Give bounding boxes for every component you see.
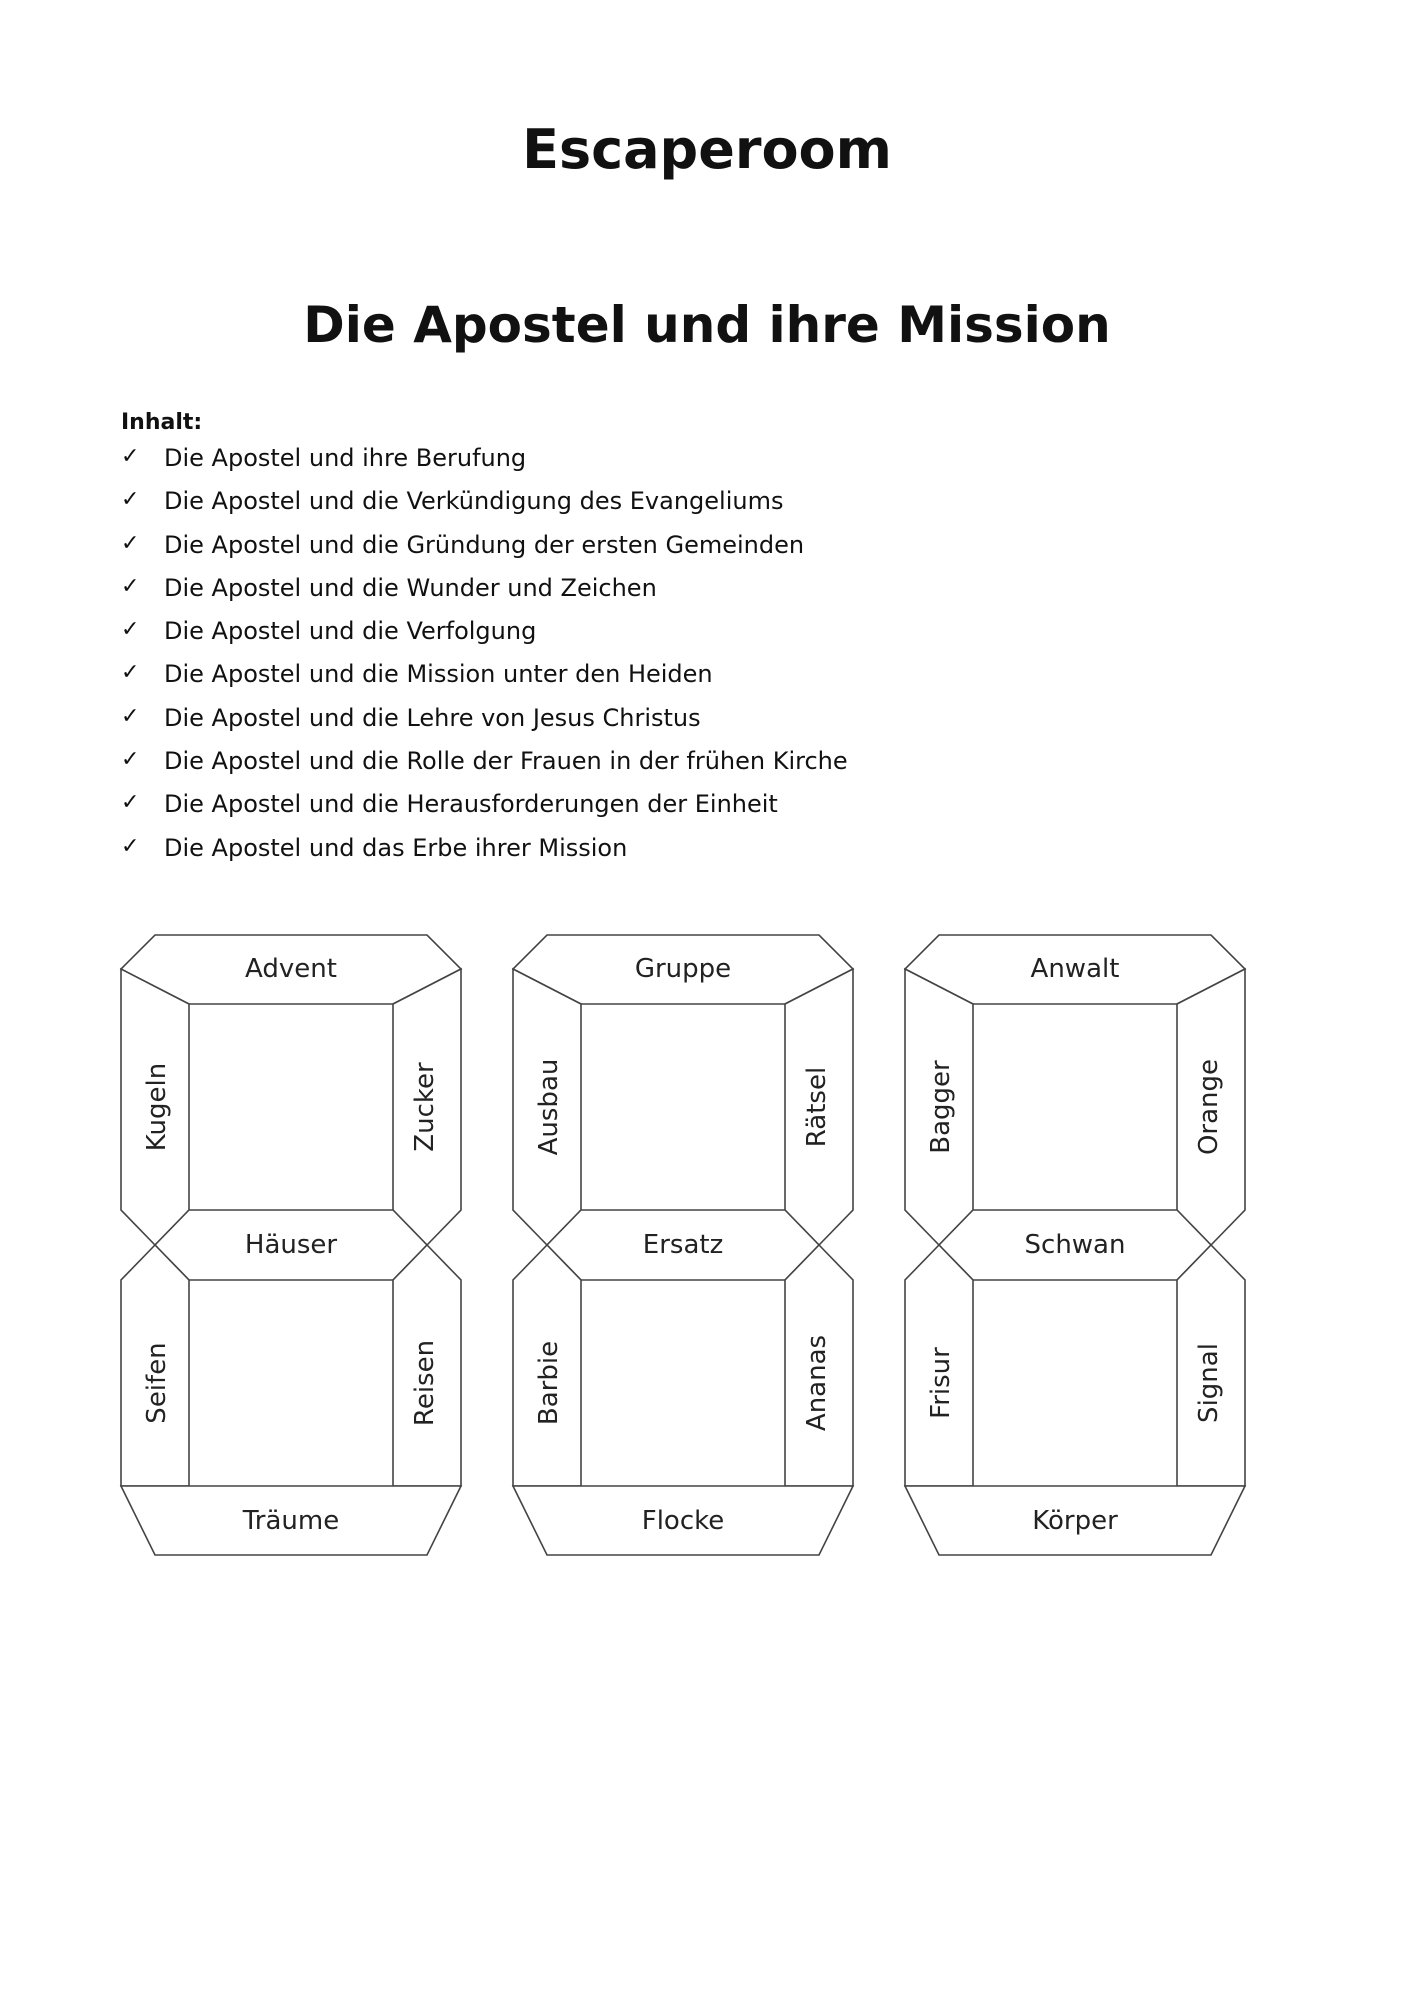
check-mark-icon: ✓ [121,530,140,556]
segment-label-middle: Ersatz [642,1230,724,1260]
check-mark-icon: ✓ [121,660,140,686]
list-item-text: Die Apostel und die Rolle der Frauen in der frühen Kirche [164,747,848,776]
content-heading: Inhalt: [121,410,203,435]
list-item-text: Die Apostel und die Wunder und Zeichen [164,573,657,602]
segment-label-bottom: Flocke [641,1506,725,1536]
segment-label-lower-right: Reisen [410,1339,440,1427]
check-mark-icon: ✓ [121,747,140,773]
segment-label-bottom: Träume [242,1506,340,1536]
segment-label-lower-right: Signal [1194,1343,1224,1423]
check-mark-icon: ✓ [121,444,140,469]
segment-label-lower-left: Seifen [142,1342,172,1424]
list-item-text: Die Apostel und die Gründung der ersten Gemeinden [164,530,805,559]
segment-label-lower-left: Barbie [534,1340,564,1426]
segment-label-upper-right: Zucker [410,1062,440,1152]
segment-label-upper-right: Rätsel [802,1066,832,1148]
segment-label-upper-left: Bagger [926,1060,956,1154]
document-title: Escaperoom [522,118,892,181]
list-item-text: Die Apostel und die Herausforderungen der Einheit [164,790,778,819]
segment-label-lower-right: Ananas [802,1334,832,1432]
segment-label-upper-right: Orange [1194,1058,1224,1156]
list-item-text: Die Apostel und die Mission unter den Heiden [164,660,713,689]
check-mark-icon: ✓ [121,487,140,513]
segment-label-upper-left: Kugeln [142,1062,172,1152]
check-mark-icon: ✓ [121,617,140,643]
check-mark-icon: ✓ [121,833,140,859]
list-item-text: Die Apostel und ihre Berufung [164,444,527,472]
segment-label-top: Gruppe [634,954,732,984]
list-item-text: Die Apostel und die Verfolgung [164,617,537,646]
segment-label-middle: Schwan [1024,1230,1126,1260]
segment-label-bottom: Körper [1032,1506,1118,1536]
segment-label-upper-left: Ausbau [534,1058,564,1156]
list-item-text: Die Apostel und das Erbe ihrer Mission [164,833,628,862]
check-mark-icon: ✓ [121,790,140,816]
list-item-text: Die Apostel und die Lehre von Jesus Christus [164,703,701,732]
check-mark-icon: ✓ [121,573,140,599]
segment-label-top: Advent [245,954,337,984]
document-subtitle: Die Apostel und ihre Mission [303,296,1111,354]
segment-label-top: Anwalt [1030,954,1120,984]
segment-label-lower-left: Frisur [926,1347,956,1419]
segment-label-middle: Häuser [244,1230,338,1260]
check-mark-icon: ✓ [121,703,140,729]
list-item-text: Die Apostel und die Verkündigung des Evangeliums [164,487,784,516]
